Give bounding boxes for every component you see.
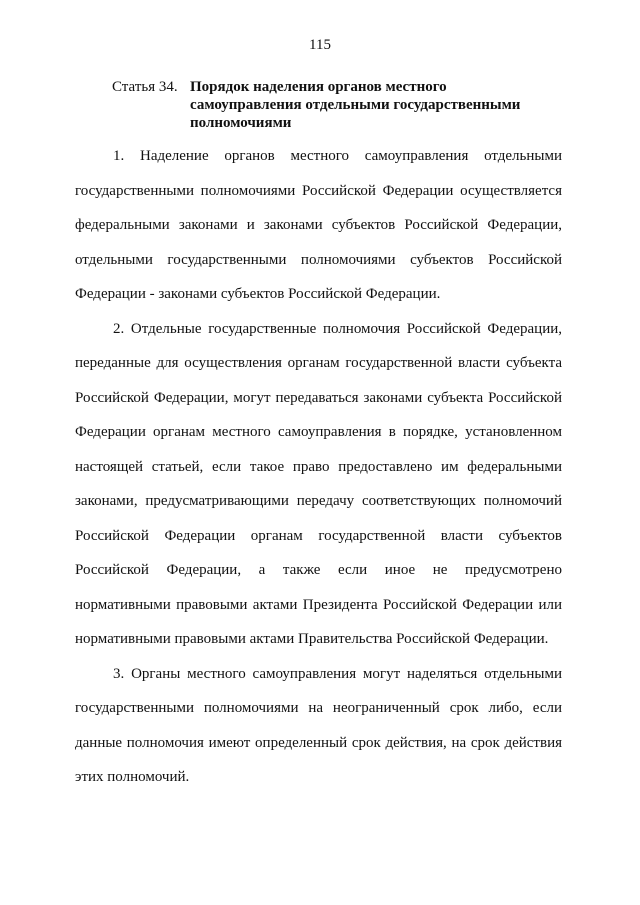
text-line: 1. Наделение органов местного самоуправления отдельными [113,148,562,164]
text-line: Федерации органам местного самоуправления в порядке, установленном [75,424,562,440]
text-line: данные полномочия имеют определенный срок действия, на срок действия [75,734,562,751]
text-line: государственными полномочиями на неограниченный срок либо, если [75,700,562,716]
text-line: этих полномочий. [75,769,190,785]
text-line: Российской Федерации органам государственной власти субъектов [75,527,562,544]
text-line: законами, предусматривающими передачу соответствующих полномочий [75,493,562,509]
text-line: 2. Отдельные государственные полномочия Российской Федерации, [113,320,562,337]
text-line: Российской Федерации, могут передаваться законами субъекта Российской [75,389,562,406]
article-title-line: Порядок наделения органов местного [190,79,447,95]
text-line: государственными полномочиями Российской Федерации осуществляется [75,182,562,199]
text-line: федеральными законами и законами субъектов Российской Федерации, [75,217,562,233]
paragraph-1 [75,139,562,312]
text-line: 3. Органы местного самоуправления могут наделяться отдельными [113,665,562,682]
article-title-line: самоуправления отдельными государственными [190,97,521,113]
text-line: Российской Федерации, а также если иное не предусмотрено [75,562,562,578]
article-body [75,139,562,795]
text-line: переданные для осуществления органам государственной власти субъекта [75,355,562,371]
article-title [190,78,570,132]
text-line: Федерации - законами субъектов Российской Федерации. [75,286,441,302]
text-line: настоящей статьей, если такое право предоставлено им федеральными [75,458,562,475]
article-label: Статья 34. [112,79,178,95]
page-number: 115 [309,37,331,53]
text-line: нормативными правовыми актами Президента Российской Федерации или [75,596,562,613]
paragraph-2 [75,312,562,657]
article-title-line: полномочиями [190,115,292,131]
paragraph-3 [75,657,562,795]
text-line: отдельными государственными полномочиями субъектов Российской [75,251,562,268]
text-line: нормативными правовыми актами Правительства Российской Федерации. [75,631,549,647]
